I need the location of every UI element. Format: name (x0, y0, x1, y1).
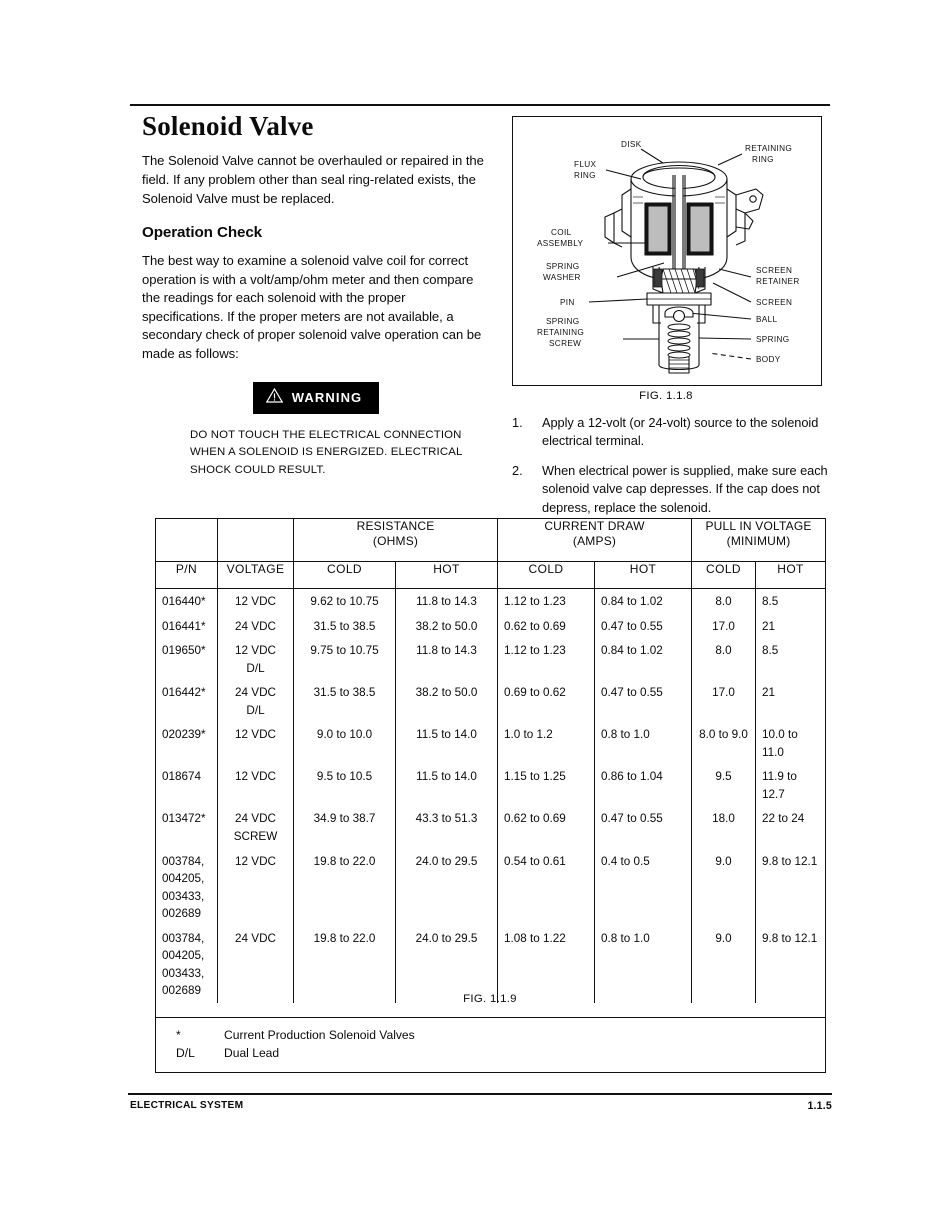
cell-voltage: 12 VDC (218, 849, 294, 926)
label-body: BODY (756, 355, 781, 364)
cell-pullin-hot: 8.5 (756, 589, 826, 614)
table-header (156, 519, 826, 589)
cell-voltage: 12 VDC (218, 589, 294, 614)
cell-pn: 003784, 004205, 003433, 002689 (156, 849, 218, 926)
group-header-resistance-line2: (OHMS) (372, 533, 419, 548)
warning-label: WARNING (291, 390, 363, 406)
table-column-header-row (156, 562, 826, 589)
cell-current-hot: 0.47 to 0.55 (595, 806, 692, 848)
figure-caption-119: FIG. 1.1.9 (463, 993, 517, 1005)
table-row (156, 764, 826, 806)
cell-pullin-cold: 18.0 (692, 806, 756, 848)
cell-resistance-hot: 24.0 to 29.5 (396, 849, 498, 926)
group-header-blank-pn (156, 519, 218, 562)
cell-resistance-cold: 19.8 to 22.0 (294, 926, 396, 1003)
label-screen: SCREEN (756, 298, 793, 307)
cell-pullin-cold: 17.0 (692, 680, 756, 722)
step-text: Apply a 12-volt (or 24-volt) source to the solenoid electrical terminal. (542, 415, 819, 449)
group-header-current-draw-line1: CURRENT DRAW (544, 519, 645, 533)
column-header-pn: P/N (156, 562, 218, 589)
cell-resistance-cold: 9.5 to 10.5 (294, 764, 396, 806)
solenoid-valve-figure (512, 116, 822, 386)
cell-current-hot: 0.47 to 0.55 (595, 680, 692, 722)
label-disk: DISK (621, 140, 642, 149)
section-heading: Operation Check (142, 224, 263, 242)
group-header-blank-voltage (218, 519, 294, 562)
list-item (512, 414, 832, 450)
cell-resistance-cold: 31.5 to 38.5 (294, 680, 396, 722)
cell-pn: 019650* (156, 638, 218, 680)
table-row (156, 638, 826, 680)
table-body (156, 589, 826, 1003)
table-footnote-row (156, 1017, 826, 1072)
cell-voltage: 12 VDC (218, 764, 294, 806)
footnote-value: Current Production Solenoid Valves (224, 1027, 415, 1042)
cell-pullin-cold: 8.0 (692, 589, 756, 614)
cell-current-cold: 1.12 to 1.23 (498, 638, 595, 680)
cell-voltage: 24 VDC D/L (218, 680, 294, 722)
cell-current-hot: 0.47 to 0.55 (595, 614, 692, 639)
intro-paragraph: The Solenoid Valve cannot be overhauled or repaired in the field. If any problem other than seal ring-related exists, the Solenoid Valve must be replaced. (142, 153, 484, 206)
cell-current-hot: 0.86 to 1.04 (595, 764, 692, 806)
cell-pullin-cold: 9.0 (692, 849, 756, 926)
label-screen-retainer-line2: RETAINER (756, 277, 800, 286)
cell-pullin-cold: 17.0 (692, 614, 756, 639)
table-row (156, 849, 826, 926)
cell-resistance-hot: 11.5 to 14.0 (396, 764, 498, 806)
label-pin: PIN (560, 298, 575, 307)
cell-current-cold: 1.08 to 1.22 (498, 926, 595, 1003)
solenoid-spec-table-wrap (155, 518, 825, 1073)
table-group-header-row (156, 519, 826, 562)
cell-pullin-hot: 11.9 to 12.7 (756, 764, 826, 806)
table-row (156, 614, 826, 639)
label-spring: SPRING (756, 335, 790, 344)
label-spring-retaining-screw-line2: RETAINING (537, 328, 585, 337)
column-header-resistance-cold: COLD (294, 562, 396, 589)
warning-banner (253, 382, 380, 414)
label-screen-retainer-line1: SCREEN (756, 266, 793, 275)
cell-voltage: 24 VDC (218, 614, 294, 639)
list-item (512, 462, 832, 516)
table-row (156, 926, 826, 1003)
cell-current-hot: 0.4 to 0.5 (595, 849, 692, 926)
footer-section-label: ELECTRICAL SYSTEM (130, 1100, 244, 1111)
warning-triangle-icon (266, 388, 283, 408)
column-header-current-hot: HOT (595, 562, 692, 589)
column-header-pullin-cold: COLD (692, 562, 756, 589)
cell-pullin-cold: 8.0 to 9.0 (692, 722, 756, 764)
label-coil-assembly-line2: ASSEMBLY (537, 239, 584, 248)
cell-current-cold: 1.0 to 1.2 (498, 722, 595, 764)
cell-resistance-cold: 9.62 to 10.75 (294, 589, 396, 614)
label-flux-ring-line1: FLUX (574, 160, 597, 169)
cell-current-cold: 0.69 to 0.62 (498, 680, 595, 722)
column-header-voltage: VOLTAGE (218, 562, 294, 589)
label-spring-washer-line2: WASHER (543, 273, 581, 282)
cell-pullin-cold: 8.0 (692, 638, 756, 680)
cell-current-cold: 0.54 to 0.61 (498, 849, 595, 926)
header-rule (130, 104, 830, 106)
column-header-resistance-hot: HOT (396, 562, 498, 589)
group-header-pull-in-voltage (692, 519, 826, 562)
cell-resistance-hot: 38.2 to 50.0 (396, 614, 498, 639)
cell-voltage: 12 VDC (218, 722, 294, 764)
step-text: When electrical power is supplied, make sure each solenoid valve cap depresses. If the cap does not depress, replace the solenoid. (542, 463, 828, 515)
cell-pn: 018674 (156, 764, 218, 806)
footnote-value: Dual Lead (224, 1046, 280, 1061)
table-row (156, 806, 826, 848)
footnote-asterisk (156, 1026, 825, 1044)
group-header-resistance (294, 519, 498, 562)
cell-voltage: 24 VDC (218, 926, 294, 1003)
cell-pullin-cold: 9.5 (692, 764, 756, 806)
cell-current-hot: 0.8 to 1.0 (595, 722, 692, 764)
cell-resistance-hot: 38.2 to 50.0 (396, 680, 498, 722)
cell-current-cold: 1.15 to 1.25 (498, 764, 595, 806)
cell-current-hot: 0.8 to 1.0 (595, 926, 692, 1003)
cell-pn: 013472* (156, 806, 218, 848)
cell-pullin-hot: 10.0 to 11.0 (756, 722, 826, 764)
cell-pn: 020239* (156, 722, 218, 764)
cell-current-cold: 0.62 to 0.69 (498, 806, 595, 848)
cell-resistance-hot: 24.0 to 29.5 (396, 926, 498, 1003)
procedure-steps (512, 414, 832, 529)
table-row (156, 680, 826, 722)
column-header-pullin-hot: HOT (756, 562, 826, 589)
cell-current-cold: 1.12 to 1.23 (498, 589, 595, 614)
group-header-resistance-line1: RESISTANCE (356, 519, 435, 533)
table-row (156, 589, 826, 614)
label-spring-washer-line1: SPRING (546, 262, 580, 271)
cell-resistance-hot: 11.8 to 14.3 (396, 638, 498, 680)
cell-current-cold: 0.62 to 0.69 (498, 614, 595, 639)
label-retaining-ring-line2: RING (752, 155, 774, 164)
footnote-dual-lead (156, 1044, 825, 1062)
page-title: Solenoid Valve (142, 111, 314, 141)
table-bottom-spacer (156, 1003, 826, 1018)
cell-resistance-hot: 11.8 to 14.3 (396, 589, 498, 614)
cell-resistance-cold: 9.0 to 10.0 (294, 722, 396, 764)
group-header-current-draw-line2: (AMPS) (572, 533, 617, 548)
cell-pn: 016440* (156, 589, 218, 614)
group-header-pull-in-voltage-line2: (MINIMUM) (726, 533, 791, 548)
label-flux-ring-line2: RING (574, 171, 596, 180)
cell-pullin-hot: 9.8 to 12.1 (756, 926, 826, 1003)
cell-resistance-cold: 34.9 to 38.7 (294, 806, 396, 848)
cell-pullin-cold: 9.0 (692, 926, 756, 1003)
group-header-pull-in-voltage-line1: PULL IN VOLTAGE (705, 519, 812, 533)
footer-rule (128, 1093, 832, 1095)
cell-pn: 016442* (156, 680, 218, 722)
cell-resistance-hot: 11.5 to 14.0 (396, 722, 498, 764)
step-number: 2. (512, 463, 523, 479)
warning-text: DO NOT TOUCH THE ELECTRICAL CONNECTION WHEN A SOLENOID IS ENERGIZED. ELECTRICAL SHOCK COULD RESULT. (190, 428, 463, 476)
footnote-key: D/L (176, 1046, 195, 1061)
cell-voltage: 24 VDC SCREW (218, 806, 294, 848)
cell-resistance-hot: 43.3 to 51.3 (396, 806, 498, 848)
cell-pullin-hot: 9.8 to 12.1 (756, 849, 826, 926)
label-retaining-ring-line1: RETAINING (745, 144, 793, 153)
label-spring-retaining-screw-line3: SCREW (549, 339, 582, 348)
step-number: 1. (512, 415, 523, 430)
column-header-current-cold: COLD (498, 562, 595, 589)
table-row (156, 722, 826, 764)
cell-pullin-hot: 8.5 (756, 638, 826, 680)
cell-pullin-hot: 21 (756, 680, 826, 722)
cell-resistance-cold: 9.75 to 10.75 (294, 638, 396, 680)
section-paragraph: The best way to examine a solenoid valve coil for correct operation is with a volt/amp/ohm meter and then compare the readings for each solenoid with the proper specifications. If the proper meters are not available, a secondary check of proper solenoid valve operation can be made as follows: (142, 253, 482, 361)
label-ball: BALL (756, 315, 778, 324)
cell-pullin-hot: 22 to 24 (756, 806, 826, 848)
cell-current-hot: 0.84 to 1.02 (595, 589, 692, 614)
cell-pn: 003784, 004205, 003433, 002689 (156, 926, 218, 1003)
cell-current-hot: 0.84 to 1.02 (595, 638, 692, 680)
footer-page-number: 1.1.5 (807, 1100, 832, 1112)
footnote-key: * (176, 1027, 181, 1042)
left-text-column (142, 112, 490, 480)
cell-pullin-hot: 21 (756, 614, 826, 639)
solenoid-spec-table (155, 518, 826, 1073)
cell-voltage: 12 VDC D/L (218, 638, 294, 680)
label-coil-assembly-line1: COIL (551, 228, 572, 237)
figure-caption-118: FIG. 1.1.8 (639, 390, 693, 402)
warning-banner-wrap (142, 382, 490, 414)
label-spring-retaining-screw-line1: SPRING (546, 317, 580, 326)
cell-pn: 016441* (156, 614, 218, 639)
table-footnotes (156, 1003, 826, 1073)
group-header-current-draw (498, 519, 692, 562)
cell-resistance-cold: 31.5 to 38.5 (294, 614, 396, 639)
cell-resistance-cold: 19.8 to 22.0 (294, 849, 396, 926)
